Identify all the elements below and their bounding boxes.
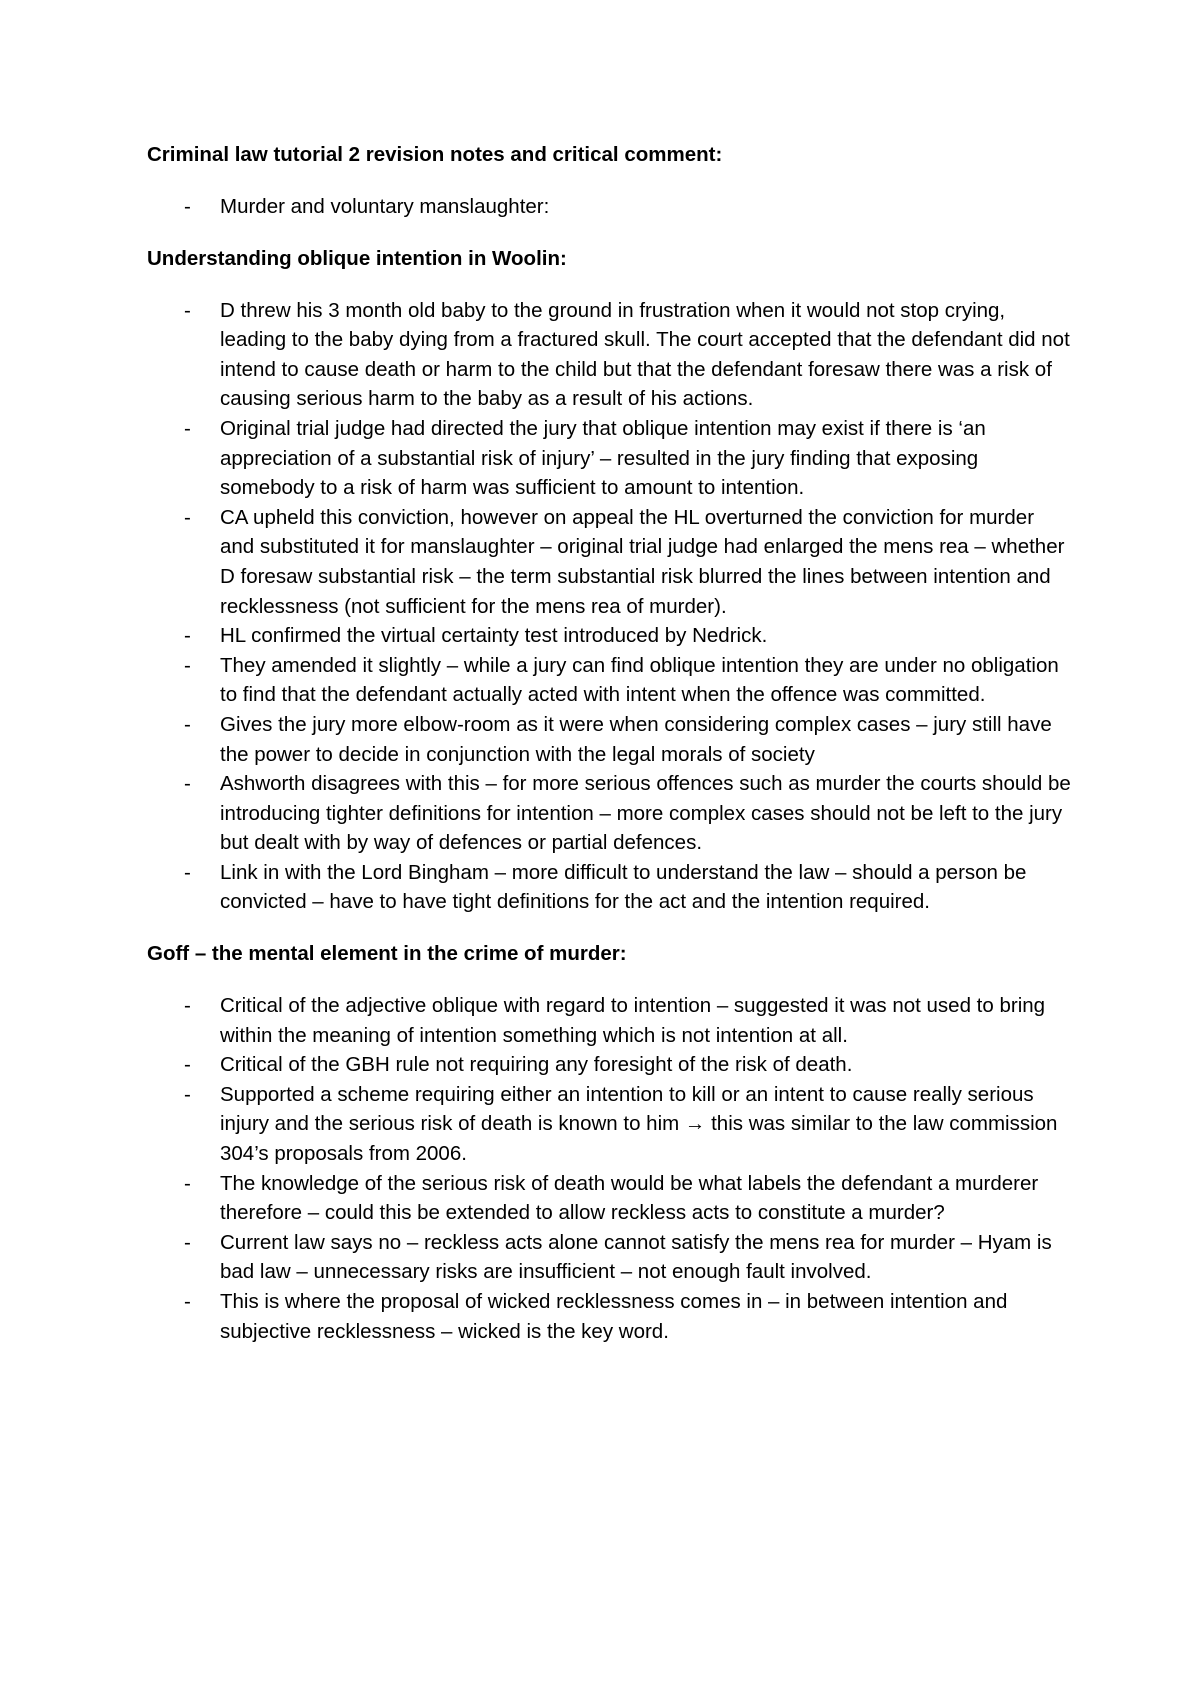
woolin-list: [147, 296, 1072, 917]
bullet-dash: -: [184, 195, 191, 218]
list-item-text: Supported a scheme requiring either an intention to kill or an intent to cause really serious injury and the serious risk of death is known to him: [220, 1082, 1034, 1136]
list-item-text: Current law says no – reckless acts alone cannot satisfy the mens rea for murder – Hyam is bad law – unnecessary risks are insufficient – not enough fault involved.: [220, 1230, 1052, 1284]
list-item: [147, 651, 1072, 710]
bullet-dash: -: [184, 712, 191, 736]
bullet-dash: -: [184, 994, 191, 1018]
list-item: [147, 710, 1072, 769]
bullet-dash: -: [184, 505, 191, 529]
list-item-text: D threw his 3 month old baby to the ground in frustration when it would not stop crying, leading to the baby dying from a fractured skull. The court accepted that the defendant did not intend to cause death or harm to the child but that the defendant foresaw there was a risk of causing serious harm to the baby as a result of his actions.: [220, 298, 1070, 411]
list-item-text: The knowledge of the serious risk of death would be what labels the defendant a murderer therefore – could this be extended to allow reckless acts to constitute a murder?: [220, 1171, 1039, 1225]
document-title: Criminal law tutorial 2 revision notes and critical comment:: [147, 143, 723, 166]
list-item-text: They amended it slightly – while a jury can find oblique intention they are under no obligation to find that the defendant actually acted with intent when the offence was committed.: [220, 653, 1059, 707]
bullet-dash: -: [184, 860, 191, 884]
list-item-text: Critical of the adjective oblique with regard to intention – suggested it was not used to bring within the meaning of intention something which is not intention at all.: [220, 994, 1046, 1047]
bullet-dash: -: [184, 1082, 191, 1106]
bullet-dash: -: [184, 298, 191, 322]
list-item: [147, 1169, 1072, 1228]
list-item-text: Link in with the Lord Bingham – more difficult to understand the law – should a person be convicted – have to have tight definitions for the act and the intention required.: [220, 860, 1027, 914]
list-item: [147, 503, 1072, 621]
list-item: [147, 991, 1072, 1050]
list-item: [147, 621, 1072, 651]
list-item-text: HL confirmed the virtual certainty test introduced by Nedrick.: [220, 624, 768, 648]
document-page: [147, 140, 1072, 1346]
list-item-text-continuation: this was similar to the law commission 304’s proposals from 2006.: [220, 1112, 1058, 1166]
bullet-dash: -: [184, 1230, 191, 1254]
list-item: [147, 1050, 1072, 1080]
intro-list: [147, 192, 1072, 222]
list-item: [147, 296, 1072, 414]
list-item-text: CA upheld this conviction, however on appeal the HL overturned the conviction for murder and substituted it for manslaughter – original trial judge had enlarged the mens rea – whether D foresaw substantial risk – the term substantial risk blurred the lines between intention and recklessness (not sufficient for the mens rea of murder).: [220, 505, 1065, 618]
bullet-dash: -: [184, 772, 191, 796]
bullet-dash: -: [184, 1290, 191, 1313]
section-heading-woolin: Understanding oblique intention in Woolin:: [147, 246, 567, 270]
list-item-text: Original trial judge had directed the jury that oblique intention may exist if there is ‘an appreciation of a substantial risk of injury’ – resulted in the jury finding that exposing somebody to a risk of harm was sufficient to amount to intention.: [220, 416, 986, 500]
bullet-dash: -: [184, 653, 191, 677]
list-item-text: Gives the jury more elbow-room as it were when considering complex cases – jury still have the power to decide in conjunction with the legal morals of society: [220, 712, 1052, 766]
list-item-text: Critical of the GBH rule not requiring any foresight of the risk of death.: [220, 1053, 853, 1077]
list-item-text: Murder and voluntary manslaughter:: [220, 195, 550, 218]
list-item: [147, 1228, 1072, 1287]
bullet-dash: -: [184, 624, 191, 648]
section-heading-goff: Goff – the mental element in the crime of murder:: [147, 942, 627, 966]
goff-list: [147, 991, 1072, 1346]
bullet-dash: -: [184, 1053, 191, 1077]
bullet-dash: -: [184, 416, 191, 440]
list-item-text: This is where the proposal of wicked recklessness comes in – in between intention and subjective recklessness – wicked is the key word.: [220, 1290, 1008, 1343]
right-arrow-icon: →: [684, 1112, 706, 1136]
list-item: [147, 1080, 1072, 1169]
list-item: [147, 1287, 1072, 1346]
list-item: [147, 414, 1072, 503]
list-item-text: Ashworth disagrees with this – for more serious offences such as murder the courts should be introducing tighter definitions for intention – more complex cases should not be left to the jury but dealt with by way of defences or partial defences.: [220, 772, 1071, 855]
list-item: [147, 858, 1072, 917]
list-item: [147, 192, 1072, 222]
bullet-dash: -: [184, 1171, 191, 1195]
list-item: [147, 769, 1072, 858]
